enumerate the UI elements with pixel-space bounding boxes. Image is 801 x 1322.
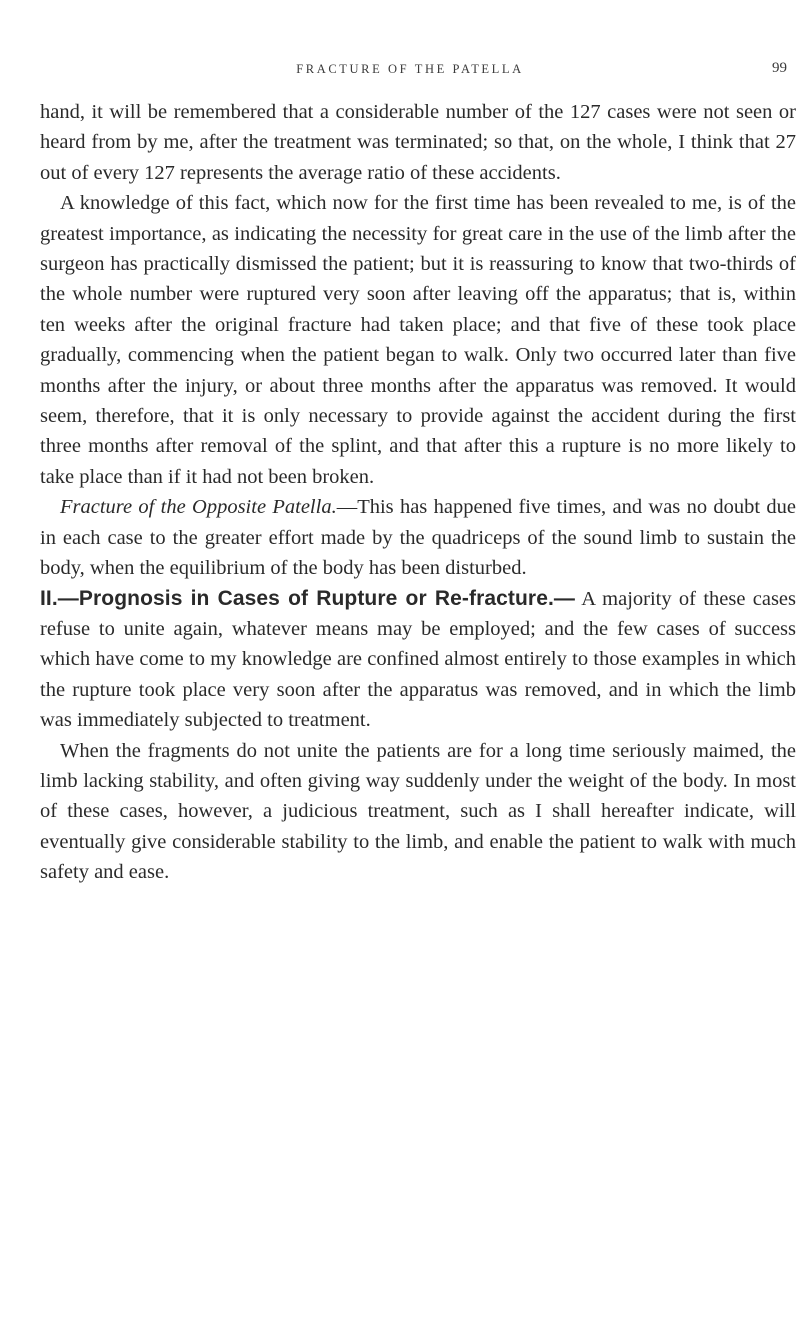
paragraph-knowledge: A knowledge of this fact, which now for the first time has been revealed to me, is of the greatest importance, as indicating the necessity for great care in the use of the limb after the surgeon has practically dismissed the patient; but it is reassuring to know that two-thirds of the whole number were ruptured very soon after leaving off the apparatus; that is, within ten weeks after the original fracture had taken place; and that five of these took place gradually, commencing when the patient began to walk. Only two occurred later than five months after the injury, or about three months after the apparatus was removed. It would seem, therefore, that it is only necessary to provide against the accident during the first three months after removal of the splint, and that after this a rupture is no more likely to take place than if it had not been broken. bbox=[40, 192, 796, 488]
run-in-body: —This has happened five times, and was no doubt due in each case to the greater effort made by the quadriceps of the sound limb to sustain the body, when the equilibrium of the body has been disturbed. bbox=[40, 496, 796, 580]
section-body: A majority of these cases refuse to unite again, whatever means may be employed; and the few cases of success which have come to my knowledge are confined almost entirely to those examples in which the rupture took place very soon after the apparatus was removed, and in which the limb was immediately subjected to treatment. bbox=[40, 587, 796, 732]
section-heading: II.—Prognosis in Cases of Rupture or Re-fracture.— bbox=[40, 586, 576, 610]
paragraph-prognosis bbox=[40, 584, 796, 736]
page-number: 99 bbox=[772, 60, 787, 76]
paragraph-fragments: When the fragments do not unite the patients are for a long time seriously maimed, the limb lacking stability, and often giving way suddenly under the weight of the body. In most of these cases, however, a judicious treatment, such as I shall hereafter indicate, will eventually give considerable stability to the limb, and enable the patient to walk with much safety and ease. bbox=[40, 739, 796, 884]
body-text bbox=[40, 97, 796, 888]
paragraph-opposite-patella bbox=[40, 492, 796, 583]
running-head: FRACTURE OF THE PATELLA bbox=[296, 62, 524, 76]
run-in-title: Fracture of the Opposite Patella. bbox=[60, 496, 337, 519]
paragraph-continuation: hand, it will be remembered that a considerable number of the 127 cases were not seen or heard from by me, after the treatment was terminated; so that, on the whole, I think that 27 out of every 127 represents the average ratio of these accidents. bbox=[40, 101, 796, 184]
